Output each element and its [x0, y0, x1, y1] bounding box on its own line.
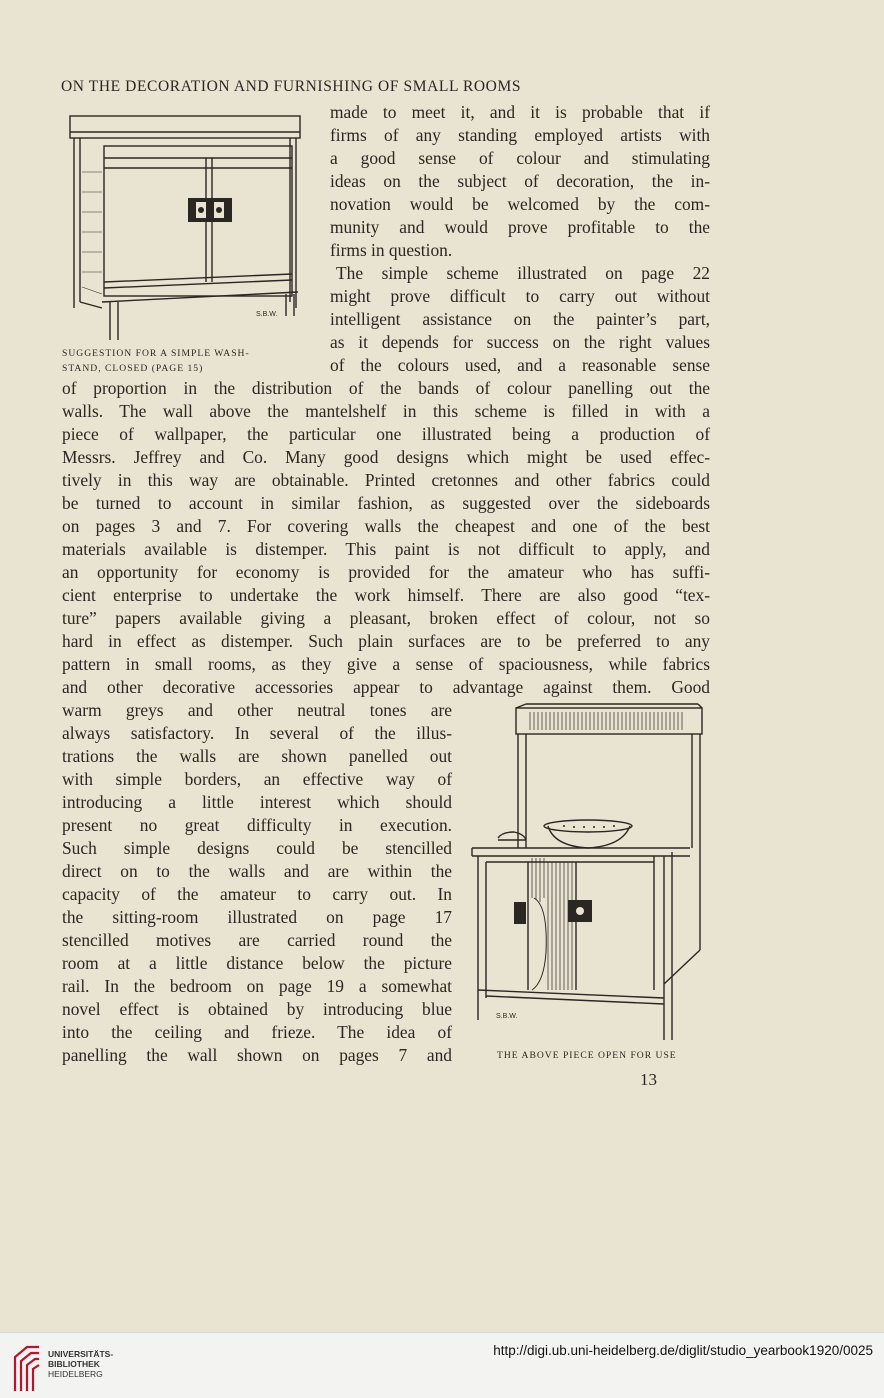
text-line: Messrs. Jeffrey and Co. Many good designs which might be used effec- [62, 447, 710, 467]
text-line: firms of any standing employed artists with [330, 125, 710, 145]
text-line: firms in question. [330, 240, 453, 260]
text-line: direct on to the walls and are within the [62, 861, 452, 881]
text-line: into the ceiling and frieze. The idea of [62, 1022, 452, 1042]
figure-caption: SUGGESTION FOR A SIMPLE WASH- [62, 348, 250, 359]
text-line: and other decorative accessories appear to advantage against them. Good [62, 677, 710, 697]
figure-caption: STAND, CLOSED (PAGE 15) [62, 363, 204, 374]
page-number: 13 [640, 1070, 657, 1089]
text-line: materials available is distemper. This paint is not difficult to apply, and [62, 539, 710, 559]
text-line: of proportion in the distribution of the bands of colour panelling out the [62, 378, 710, 398]
text-line: be turned to account in similar fashion, as suggested over the sideboards [62, 493, 710, 513]
text-line: novel effect is obtained by introducing blue [62, 999, 452, 1019]
footer-bar [0, 1332, 884, 1398]
text-line: the sitting-room illustrated on page 17 [62, 907, 452, 927]
running-header: ON THE DECORATION AND FURNISHING OF SMALL ROOMS [61, 78, 522, 95]
text-line: introducing a little interest which should [62, 792, 452, 812]
figure-caption: THE ABOVE PIECE OPEN FOR USE [497, 1050, 677, 1061]
text-line: rail. In the bedroom on page 19 a somewhat [62, 976, 452, 996]
library-name-line: UNIVERSITÄTS- [48, 1349, 114, 1359]
text-line: always satisfactory. In several of the illus- [62, 723, 452, 743]
text-line: Such simple designs could be stencilled [62, 838, 452, 858]
text-line: trations the walls are shown panelled out [62, 746, 452, 766]
text-line: capacity of the amateur to carry out. In [62, 884, 452, 904]
text-line: walls. The wall above the mantelshelf in this scheme is filled in with a [62, 401, 710, 421]
text-line: a good sense of colour and stimulating [330, 148, 710, 168]
text-line: stencilled motives are carried round the [62, 930, 452, 950]
figure-signature: S.B.W. [496, 1013, 518, 1020]
source-url-link[interactable]: http://digi.ub.uni-heidelberg.de/diglit/studio_yearbook1920/0025 [493, 1343, 873, 1358]
text-line: ideas on the subject of decoration, the in- [330, 171, 710, 191]
washstand-open-illustration [468, 702, 708, 1046]
text-line: panelling the wall shown on pages 7 and [62, 1045, 452, 1065]
text-line: cient enterprise to undertake the work himself. There are also good “tex- [62, 585, 710, 605]
text-line: intelligent assistance on the painter’s part, [330, 309, 710, 329]
text-line: novation would be welcomed by the com- [330, 194, 710, 214]
washstand-closed-illustration [62, 112, 312, 344]
text-line: munity and would prove profitable to the [330, 217, 710, 237]
text-line: piece of wallpaper, the particular one illustrated being a production of [62, 424, 710, 444]
text-line: hard in effect as distemper. Such plain surfaces are to be preferred to any [62, 631, 710, 651]
text-line: an opportunity for economy is provided for the amateur who has suffi- [62, 562, 710, 582]
text-line: of the colours used, and a reasonable sense [330, 355, 710, 375]
text-line: on pages 3 and 7. For covering walls the cheapest and one of the best [62, 516, 710, 536]
text-line: present no great difficulty in execution. [62, 815, 452, 835]
text-line: made to meet it, and it is probable that if [330, 102, 710, 122]
text-line: pattern in small rooms, as they give a sense of spaciousness, while fabrics [62, 654, 710, 674]
text-line: tively in this way are obtainable. Printed cretonnes and other fabrics could [62, 470, 710, 490]
text-line: with simple borders, an effective way of [62, 769, 452, 789]
library-name-line: BIBLIOTHEK [48, 1359, 100, 1369]
library-logo-icon[interactable] [11, 1343, 43, 1393]
text-line: might prove difficult to carry out without [330, 286, 710, 306]
text-line: warm greys and other neutral tones are [62, 700, 452, 720]
figure-signature: S.B.W. [256, 311, 278, 318]
library-name-line: HEIDELBERG [48, 1369, 103, 1379]
text-line: ture” papers available giving a pleasant, broken effect of colour, not so [62, 608, 710, 628]
text-line: as it depends for success on the right values [330, 332, 710, 352]
text-line: room at a little distance below the picture [62, 953, 452, 973]
text-line: The simple scheme illustrated on page 22 [336, 263, 710, 283]
library-name [48, 1349, 113, 1379]
